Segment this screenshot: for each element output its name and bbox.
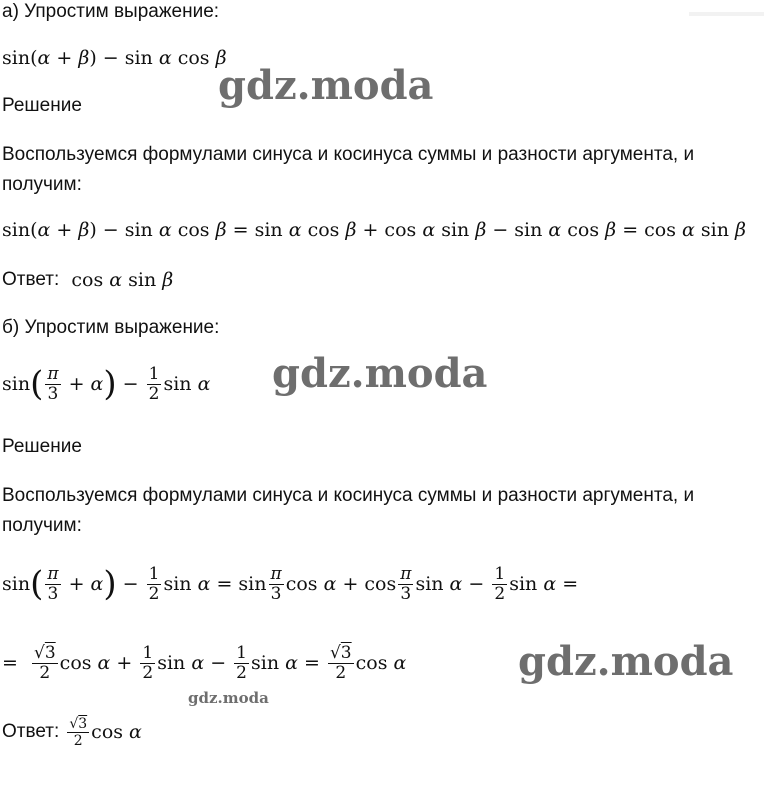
scan-smudge [689,12,764,16]
part-b-derivation-line1: sin ( $\frac{\pi}{3}$ + α ) − $\frac{1}{2}$ sin α = sin $\frac{\pi}{3}$ cos α + cos $\frac{\pi}{3}$ sin α − $\frac{1}{2}$ sin α = [2,563,579,604]
watermark: gdz.moda [218,62,434,109]
part-a-explanation-cont: получим: [2,174,82,195]
part-a-answer-label: Ответ: [2,269,60,290]
part-a-explanation: Воспользуемся формулами синуса и косинуса суммы и разности аргумента, и [2,144,695,165]
watermark: gdz.moda [518,638,734,685]
part-b-derivation-line2: = $\frac{√3}{2}$ cos α + $\frac{1}{2}$ sin α − $\frac{1}{2}$ sin α = $\frac{√3}{2}$ cos α [2,642,407,683]
part-b-explanation: Воспользуемся формулами синуса и косинуса суммы и разности аргумента, и [2,485,695,506]
watermark-small: gdz.moda [188,689,269,707]
watermark: gdz.moda [272,350,488,397]
part-a-answer: Ответ: cos α sin β [2,269,174,291]
part-b-answer: Ответ: $\frac{√3}{2}$ cos α [2,715,142,749]
part-b-expression: sin ( $\frac{\pi}{3}$ + α ) − $\frac{1}{2}$ sin α [2,363,211,404]
part-b-header: б) Упростим выражение: [2,317,220,338]
part-a-expression: sin( α + β ) − sin α cos β [2,47,227,69]
part-a-solution-label: Решение [2,95,82,116]
part-b-explanation-cont: получим: [2,515,82,536]
part-b-solution-label: Решение [2,436,82,457]
part-a-derivation: sin( α + β ) − sin α cos β = sin α cos β + cos α sin β − sin α cos β = cos α sin β [2,219,747,241]
part-a-header: а) Упростим выражение: [2,1,220,22]
part-b-answer-label: Ответ: [2,721,60,742]
